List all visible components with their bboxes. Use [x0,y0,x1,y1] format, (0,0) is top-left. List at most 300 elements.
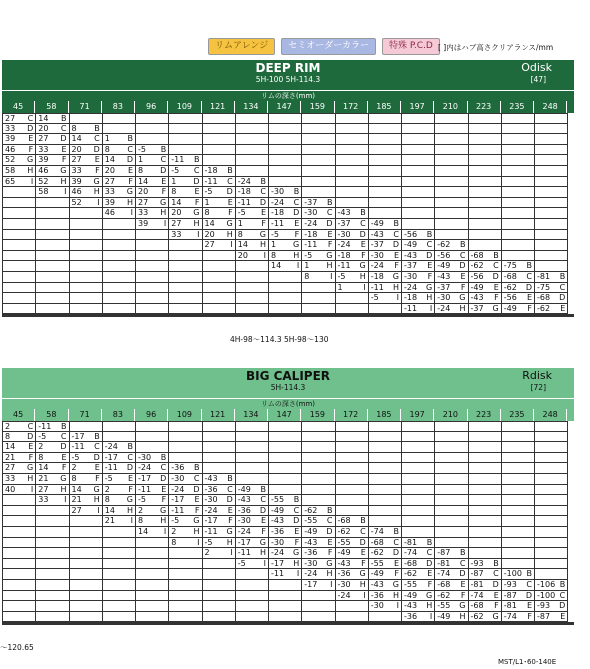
table-cell: -30 B [269,187,302,198]
table-cell [70,283,103,294]
table-cell [3,272,36,283]
table-cell [302,474,335,485]
table-cell: -81 E [502,601,535,612]
column-header-cell: 248 [534,101,567,113]
table-cell [502,198,535,209]
table-cell [203,463,236,474]
table-cell: 8 G [103,495,136,506]
table-cell [169,145,202,156]
table-cell: -74 C [402,548,435,559]
table-cell [502,240,535,251]
table-cell [169,113,202,124]
table-row [3,261,574,272]
disk-label: Odisk [521,61,552,74]
table-cell: -11 B [169,155,202,166]
table-cell [70,527,103,538]
table-cell: 20 H [203,230,236,241]
table-cell [369,463,402,474]
table-cell [535,485,568,496]
table-cell: -62 D [369,548,402,559]
table-cell: -37 D [369,240,402,251]
table-cell: 27 E [70,155,103,166]
table-cell [535,432,568,443]
table-cell [36,580,69,591]
table-cell [336,485,369,496]
table-cell: 27 H [169,219,202,230]
table-cell [302,293,335,304]
table-cell [535,187,568,198]
table-cell [369,485,402,496]
table-cell [469,145,502,156]
big-caliper-section [2,368,574,625]
table-cell [36,293,69,304]
table-cell [502,230,535,241]
table-cell: -56 E [502,293,535,304]
table-cell: -37 F [435,283,468,294]
table-cell [3,495,36,506]
column-header-cell: 197 [401,101,434,113]
table-cell: -68 D [535,293,568,304]
table-cell [3,580,36,591]
table-cell: -24 E [336,240,369,251]
table-cell [369,304,402,315]
table-cell: 14 G [203,219,236,230]
table-cell: -49 F [502,304,535,315]
table-cell: 8 H [269,251,302,262]
table-cell: 8 D [3,432,36,443]
table-cell [302,612,335,623]
table-row [3,304,574,315]
column-header-cell: 83 [102,409,135,421]
table-cell: 27 G [3,463,36,474]
table-cell: -74 F [502,612,535,623]
table-cell: -62 E [402,569,435,580]
table-cell: -55 F [402,580,435,591]
table-cell [36,283,69,294]
table-cell: 14 E [136,177,169,188]
table-cell [236,304,269,315]
table-cell: -24 D [169,485,202,496]
table-cell: 27 F [103,177,136,188]
table-cell [236,453,269,464]
column-header-cell: 159 [301,409,334,421]
table-cell: -11 H [236,548,269,559]
table-cell [402,442,435,453]
table-cell: -30 D [203,495,236,506]
table-cell: -24 C [269,198,302,209]
table-cell: -49 D [302,527,335,538]
table-cell [269,113,302,124]
table-cell [203,155,236,166]
table-row [3,527,574,538]
table-cell [103,559,136,570]
table-cell [336,124,369,135]
column-header-cell: 71 [69,101,102,113]
table-cell [236,601,269,612]
table-cell [136,601,169,612]
table-row [3,293,574,304]
table-cell [36,527,69,538]
table-cell [336,187,369,198]
table-cell: 33 I [169,230,202,241]
table-cell [169,261,202,272]
table-cell [302,134,335,145]
table-cell [136,251,169,262]
table-cell: -5 G [169,516,202,527]
table-cell [469,474,502,485]
table-cell [103,569,136,580]
table-cell [103,612,136,623]
offset-table [2,421,574,622]
table-cell: 39 E [3,134,36,145]
table-cell [435,474,468,485]
table-cell: 65 I [3,177,36,188]
table-cell [36,591,69,602]
table-cell: -87 D [502,591,535,602]
table-row [3,134,574,145]
table-cell [369,516,402,527]
column-header-cell: 185 [368,101,401,113]
column-header-cell: 210 [434,409,467,421]
table-cell [103,113,136,124]
table-cell [269,304,302,315]
table-cell [103,432,136,443]
table-cell: -43 B [203,474,236,485]
table-cell [236,293,269,304]
table-cell [469,432,502,443]
table-cell: -75 C [535,283,568,294]
table-cell [36,516,69,527]
table-cell [535,442,568,453]
table-cell: -37 E [402,261,435,272]
column-header-cell: 235 [501,101,534,113]
table-cell: 2 I [203,548,236,559]
table-cell [136,538,169,549]
table-cell [3,304,36,315]
table-cell: -68 B [469,251,502,262]
table-cell: -74 B [369,527,402,538]
table-cell [469,113,502,124]
column-header-cell: 58 [35,409,68,421]
table-cell [36,272,69,283]
table-cell [402,432,435,443]
table-cell [402,463,435,474]
table-cell [169,591,202,602]
table-cell [402,198,435,209]
table-cell [103,283,136,294]
table-cell [236,283,269,294]
table-cell [402,506,435,517]
table-cell: -17 I [302,580,335,591]
table-cell [136,442,169,453]
table-cell [502,219,535,230]
table-cell [3,261,36,272]
table-cell: -62 B [302,506,335,517]
table-cell [269,124,302,135]
table-cell [435,155,468,166]
table-cell [203,251,236,262]
table-cell: -62 F [435,591,468,602]
table-cell [203,591,236,602]
table-cell: 1 B [103,134,136,145]
table-row [3,569,574,580]
table-cell [236,442,269,453]
column-header-cell: 172 [335,101,368,113]
table-cell [269,453,302,464]
column-header-cell: 83 [102,101,135,113]
table-cell [169,442,202,453]
table-cell: 14 H [236,240,269,251]
table-cell [269,134,302,145]
deep-rim-section [2,60,574,317]
table-cell: 14 D [103,155,136,166]
table-row [3,240,574,251]
table-cell [469,240,502,251]
table-cell: 46 I [103,208,136,219]
table-row [3,463,574,474]
table-cell [502,538,535,549]
table-cell [302,442,335,453]
table-cell: -49 B [236,485,269,496]
table-cell [236,421,269,432]
table-cell [336,612,369,623]
table-cell [36,569,69,580]
table-cell: 8 F [203,208,236,219]
table-cell [103,304,136,315]
table-cell [236,145,269,156]
table-cell: -30 H [336,580,369,591]
table-cell: -43 B [336,208,369,219]
table-cell: -5 F [136,495,169,506]
table-cell: -24 I [336,591,369,602]
table-cell [169,304,202,315]
table-cell [535,421,568,432]
table-cell [435,516,468,527]
table-cell [402,421,435,432]
table-row [3,208,574,219]
table-cell [369,432,402,443]
table-cell [435,166,468,177]
table-cell: 20 I [236,251,269,262]
table-row [3,198,574,209]
table-cell [236,580,269,591]
table-cell: 33 F [70,166,103,177]
table-cell [70,230,103,241]
table-cell [269,463,302,474]
table-cell [502,495,535,506]
table-cell [469,187,502,198]
table-cell [103,591,136,602]
table-cell: -5 I [236,559,269,570]
table-row [3,495,574,506]
table-cell: -17 F [203,516,236,527]
table-cell: -36 F [302,548,335,559]
table-cell: -5 G [302,251,335,262]
table-cell [136,569,169,580]
table-cell [369,198,402,209]
table-cell [3,283,36,294]
table-cell [435,495,468,506]
table-row [3,272,574,283]
table-cell [369,612,402,623]
table-cell [203,293,236,304]
table-cell [535,527,568,538]
table-cell [502,506,535,517]
table-cell [103,230,136,241]
table-cell [70,612,103,623]
table-cell [402,113,435,124]
table-cell: -17 G [236,538,269,549]
table-cell [103,538,136,549]
table-cell [502,548,535,559]
table-cell [302,145,335,156]
table-cell [435,198,468,209]
table-row [3,442,574,453]
table-cell: 14 B [36,113,69,124]
table-cell [502,124,535,135]
table-cell: 21 I [103,516,136,527]
table-cell [336,463,369,474]
table-cell [203,453,236,464]
table-cell: -30 F [402,272,435,283]
table-cell: 8 H [136,516,169,527]
table-cell: -81 B [535,272,568,283]
table-row [3,113,574,124]
table-row [3,516,574,527]
offset-table [2,113,574,314]
table-cell: -62 D [502,283,535,294]
table-cell [369,187,402,198]
table-cell [136,432,169,443]
table-cell [469,453,502,464]
table-cell [402,474,435,485]
table-cell: 33 H [136,208,169,219]
table-cell [203,134,236,145]
table-cell: -11 B [36,421,69,432]
table-cell [3,559,36,570]
table-cell [269,580,302,591]
table-cell: 8 E [169,187,202,198]
table-cell [336,155,369,166]
table-cell: -68 C [502,272,535,283]
table-row [3,283,574,294]
table-cell [136,559,169,570]
table-cell [70,251,103,262]
table-cell: -43 F [336,559,369,570]
table-cell [236,474,269,485]
table-cell: -5 E [236,208,269,219]
table-cell [3,240,36,251]
table-cell [535,251,568,262]
table-cell [402,208,435,219]
table-cell [302,432,335,443]
column-header-cell: 109 [168,409,201,421]
table-cell [469,538,502,549]
table-bottom-rule [2,622,574,625]
table-cell [70,421,103,432]
table-cell [469,463,502,474]
table-cell: -37 C [336,219,369,230]
table-cell [302,166,335,177]
table-cell: 33 E [36,145,69,156]
table-cell [3,527,36,538]
table-cell [469,230,502,241]
table-cell [70,538,103,549]
table-cell: -30 E [369,251,402,262]
table-cell: -24 B [236,177,269,188]
table-cell [169,453,202,464]
table-cell: -11 G [203,527,236,538]
table-cell [302,304,335,315]
table-cell: 27 G [136,198,169,209]
table-cell: -11 I [269,569,302,580]
table-cell [336,506,369,517]
table-cell [136,591,169,602]
table-cell: 21 F [3,453,36,464]
special-pcd-tag: 特殊 P.C.D [382,38,440,55]
table-cell [103,548,136,559]
table-cell [3,591,36,602]
table-cell [336,495,369,506]
table-cell: 8 I [302,272,335,283]
table-cell: 27 D [36,134,69,145]
table-cell: 20 G [169,208,202,219]
table-cell [203,124,236,135]
table-cell: -49 B [369,219,402,230]
table-cell: -49 E [469,283,502,294]
table-cell [70,293,103,304]
column-header-cell: 223 [468,101,501,113]
table-cell [502,145,535,156]
table-cell [535,177,568,188]
table-cell [136,580,169,591]
table-cell: 2 G [136,506,169,517]
table-cell [435,219,468,230]
table-cell [535,516,568,527]
table-cell: 2 H [169,527,202,538]
table-cell: -55 C [302,516,335,527]
table-row [3,506,574,517]
table-cell [269,177,302,188]
table-cell: -43 G [369,580,402,591]
table-cell [3,548,36,559]
table-cell: -11 E [269,219,302,230]
table-cell: -5 I [369,293,402,304]
table-cell [302,187,335,198]
table-cell [336,442,369,453]
table-row [3,453,574,464]
table-cell [402,527,435,538]
table-cell: -37 G [469,304,502,315]
table-cell [103,580,136,591]
table-cell: -11 H [369,283,402,294]
table-cell [535,240,568,251]
table-cell: -49 C [269,506,302,517]
table-row [3,155,574,166]
table-cell [535,261,568,272]
column-header-cell: 185 [368,409,401,421]
table-cell [469,124,502,135]
section-title: BIG CALIPER [245,369,331,383]
pcd-footnote: ～120.65 [0,643,34,652]
table-cell: 1 G [269,240,302,251]
table-cell: -87 B [435,548,468,559]
table-cell: -24 E [203,506,236,517]
table-cell [3,538,36,549]
table-cell: -55 D [336,538,369,549]
table-cell [435,506,468,517]
table-cell: -5 D [203,187,236,198]
